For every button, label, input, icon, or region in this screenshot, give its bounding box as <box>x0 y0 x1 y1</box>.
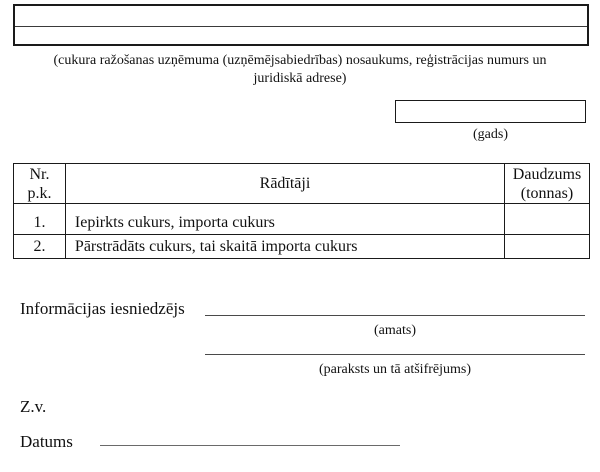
indicator-cell: Pārstrādāts cukurs, tai skaitā importa cukurs <box>65 235 504 259</box>
table-row <box>14 204 590 235</box>
company-name-input-box[interactable] <box>13 4 589 46</box>
table-row <box>14 235 590 259</box>
company-caption <box>0 52 600 88</box>
position-input-line[interactable] <box>205 300 585 316</box>
year-caption: (gads) <box>473 127 508 142</box>
table-header-number: Nr. p.k. <box>14 164 66 204</box>
signature-input-line[interactable] <box>205 339 585 355</box>
quantity-input-cell[interactable] <box>505 204 590 235</box>
seal-label: Z.v. <box>20 397 47 416</box>
sugar-report-table <box>13 163 590 259</box>
signature-caption: (paraksts un tā atšifrējums) <box>318 362 471 377</box>
company-box-line-1[interactable] <box>15 6 587 27</box>
table-header-quantity: Daudzums (tonnas) <box>505 164 590 204</box>
table-header-indicator: Rādītāji <box>65 164 504 204</box>
row-number-cell: 2. <box>14 235 66 259</box>
submitter-label: Informācijas iesniedzējs <box>20 299 185 318</box>
date-input-line[interactable] <box>100 430 400 446</box>
indicator-cell: Iepirkts cukurs, importa cukurs <box>65 204 504 235</box>
table-header-row <box>14 164 590 204</box>
year-input-box[interactable] <box>395 100 586 123</box>
company-caption-line-2: juridiskā adrese) <box>253 71 347 86</box>
row-number-cell: 1. <box>14 204 66 235</box>
date-label: Datums <box>20 432 73 451</box>
position-caption: (amats) <box>374 323 416 338</box>
quantity-input-cell[interactable] <box>505 235 590 259</box>
company-caption-line-1: (cukura ražošanas uzņēmuma (uzņēmējsabiedrības) nosaukums, reģistrācijas numurs un <box>53 53 547 68</box>
